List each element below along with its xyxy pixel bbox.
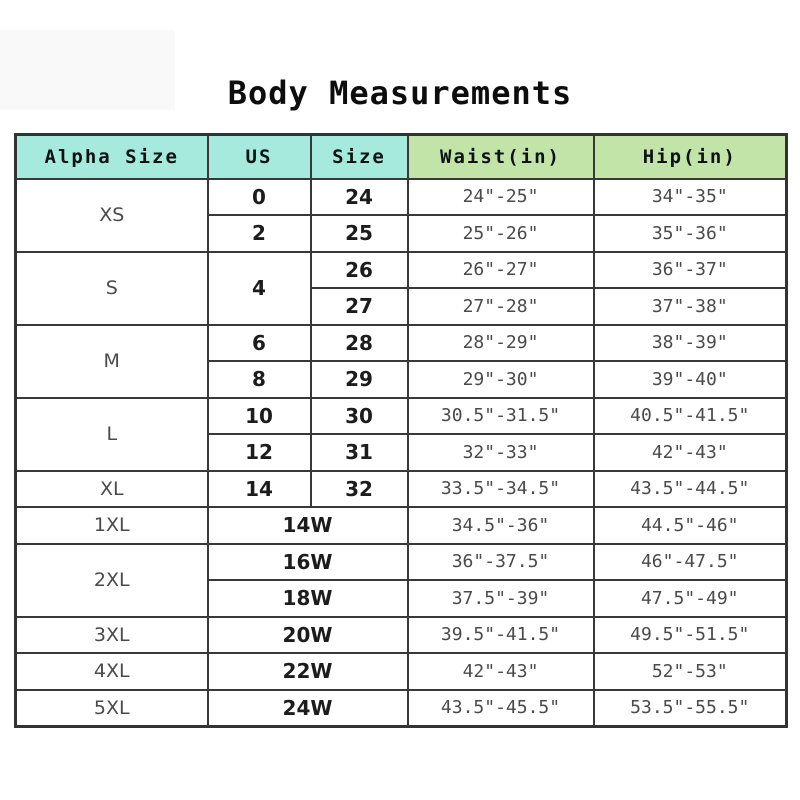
- cell-alpha-size: M: [16, 325, 208, 398]
- header-row: [16, 135, 787, 179]
- cell-waist: 32"-33": [408, 434, 594, 471]
- cell-waist: 27"-28": [408, 288, 594, 325]
- cell-size: 26: [311, 252, 408, 289]
- header-size: Size: [311, 135, 408, 179]
- cell-alpha-size: 5XL: [16, 690, 208, 727]
- cell-alpha-size: 2XL: [16, 544, 208, 617]
- table-row: [16, 471, 787, 508]
- table-row: [16, 325, 787, 362]
- cell-us-size: 16W: [208, 544, 408, 581]
- cell-waist: 24"-25": [408, 179, 594, 216]
- cell-hip: 42"-43": [594, 434, 787, 471]
- cell-hip: 53.5"-55.5": [594, 690, 787, 727]
- cell-waist: 37.5"-39": [408, 580, 594, 617]
- cell-us: 14: [208, 471, 311, 508]
- cell-waist: 42"-43": [408, 653, 594, 690]
- cell-waist: 33.5"-34.5": [408, 471, 594, 508]
- cell-us: 2: [208, 215, 311, 252]
- cell-hip: 38"-39": [594, 325, 787, 362]
- cell-alpha-size: L: [16, 398, 208, 471]
- table-row: [16, 398, 787, 435]
- cell-size: 30: [311, 398, 408, 435]
- cell-us-size: 20W: [208, 617, 408, 654]
- cell-hip: 37"-38": [594, 288, 787, 325]
- table-row: [16, 179, 787, 216]
- cell-hip: 43.5"-44.5": [594, 471, 787, 508]
- cell-size: 25: [311, 215, 408, 252]
- header-hip: Hip(in): [594, 135, 787, 179]
- cell-waist: 28"-29": [408, 325, 594, 362]
- cell-alpha-size: XL: [16, 471, 208, 508]
- cell-size: 29: [311, 361, 408, 398]
- table-row: [16, 252, 787, 289]
- cell-hip: 36"-37": [594, 252, 787, 289]
- cell-us: 0: [208, 179, 311, 216]
- cell-waist: 39.5"-41.5": [408, 617, 594, 654]
- table-row: [16, 507, 787, 544]
- cell-waist: 26"-27": [408, 252, 594, 289]
- cell-us-size: 24W: [208, 690, 408, 727]
- cell-us: 8: [208, 361, 311, 398]
- cell-alpha-size: 3XL: [16, 617, 208, 654]
- cell-us: 4: [208, 252, 311, 325]
- table-row: [16, 653, 787, 690]
- cell-us: 10: [208, 398, 311, 435]
- cell-hip: 52"-53": [594, 653, 787, 690]
- cell-hip: 34"-35": [594, 179, 787, 216]
- cell-size: 24: [311, 179, 408, 216]
- cell-us-size: 14W: [208, 507, 408, 544]
- table-row: [16, 690, 787, 727]
- cell-size: 32: [311, 471, 408, 508]
- table-row: [16, 544, 787, 581]
- cell-waist: 43.5"-45.5": [408, 690, 594, 727]
- cell-hip: 49.5"-51.5": [594, 617, 787, 654]
- cell-us-size: 18W: [208, 580, 408, 617]
- cell-alpha-size: 1XL: [16, 507, 208, 544]
- header-waist: Waist(in): [408, 135, 594, 179]
- cell-waist: 29"-30": [408, 361, 594, 398]
- cell-alpha-size: S: [16, 252, 208, 325]
- body-measurements-table: [14, 133, 788, 728]
- cell-size: 28: [311, 325, 408, 362]
- cell-us: 6: [208, 325, 311, 362]
- cell-us-size: 22W: [208, 653, 408, 690]
- header-alpha-size: Alpha Size: [16, 135, 208, 179]
- cell-alpha-size: 4XL: [16, 653, 208, 690]
- cell-hip: 35"-36": [594, 215, 787, 252]
- page-title: Body Measurements: [227, 74, 573, 112]
- cell-waist: 34.5"-36": [408, 507, 594, 544]
- cell-hip: 46"-47.5": [594, 544, 787, 581]
- cell-alpha-size: XS: [16, 179, 208, 252]
- cell-waist: 25"-26": [408, 215, 594, 252]
- cell-size: 31: [311, 434, 408, 471]
- cell-hip: 47.5"-49": [594, 580, 787, 617]
- cell-hip: 39"-40": [594, 361, 787, 398]
- cell-size: 27: [311, 288, 408, 325]
- cell-hip: 40.5"-41.5": [594, 398, 787, 435]
- table-row: [16, 617, 787, 654]
- header-us: US: [208, 135, 311, 179]
- cell-hip: 44.5"-46": [594, 507, 787, 544]
- cell-us: 12: [208, 434, 311, 471]
- cell-waist: 36"-37.5": [408, 544, 594, 581]
- cell-waist: 30.5"-31.5": [408, 398, 594, 435]
